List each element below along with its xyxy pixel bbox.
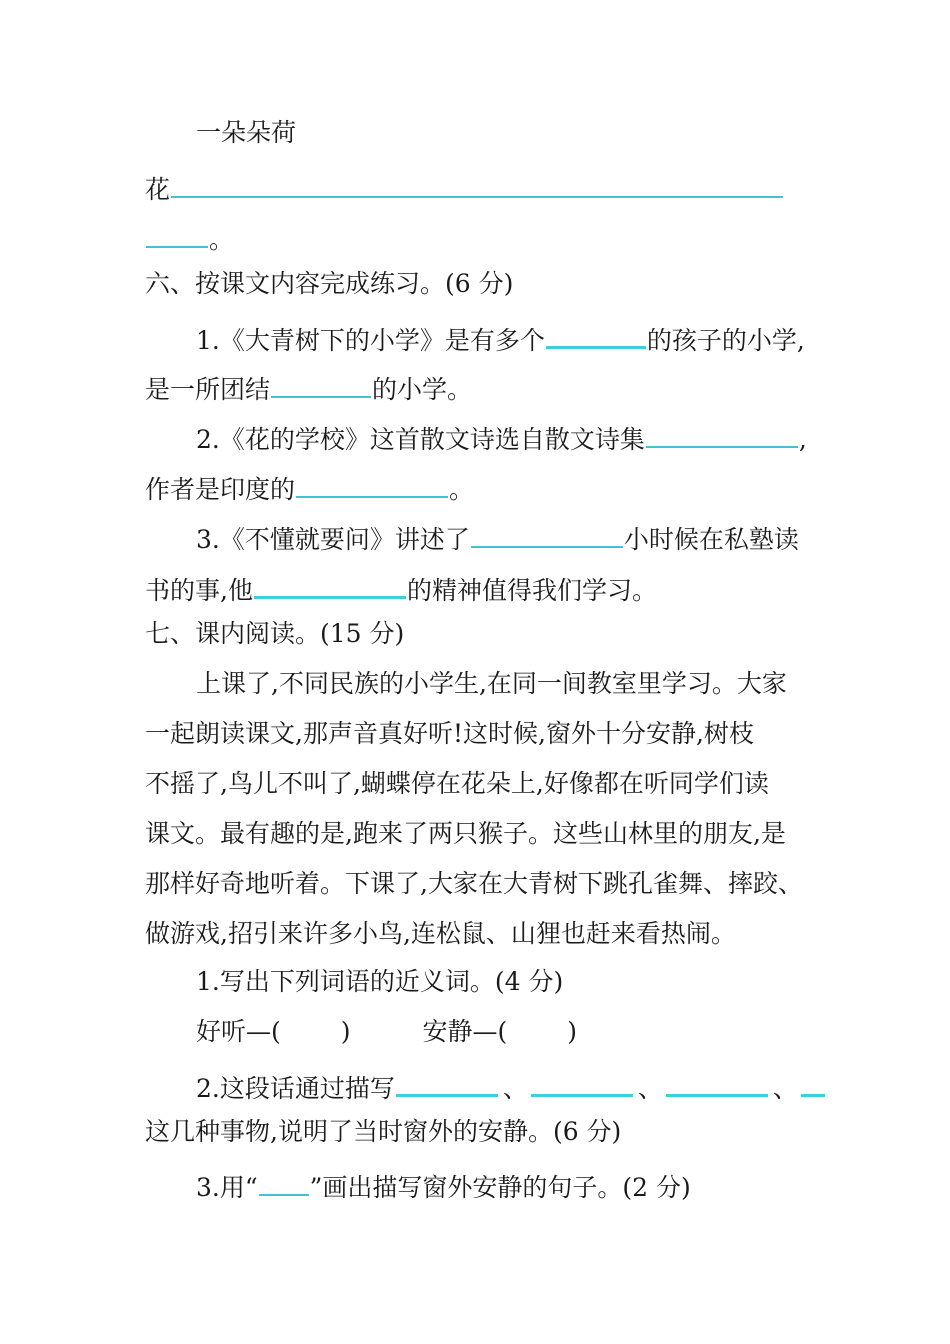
q5-line-3: 。 (145, 218, 234, 250)
q7-2-blank-3[interactable] (666, 1066, 768, 1097)
q6-item-1-line-1: 1.《大青树下的小学》是有多个 的孩子的小学, (196, 318, 805, 350)
q7-sub-2-line-1: 2.这段话通过描写 、 、 、 (196, 1066, 826, 1098)
q7-title: 七、课内阅读。(15 分) (145, 619, 405, 648)
q6-item-1-line-2: 是一所团结 的小学。 (145, 368, 472, 400)
q6-2-blank-a[interactable] (646, 418, 798, 448)
q7-sub-1-words: 好听—( ) 安静—( ) (196, 1017, 578, 1046)
q6-item-3-line-2: 书的事,他 的精神值得我们学习。 (145, 568, 657, 600)
q6-2-blank-b[interactable] (296, 468, 448, 498)
q7-passage-line: 上课了,不同民族的小学生,在同一间教室里学习。大家 (196, 669, 787, 698)
q7-passage-line: 课文。最有趣的是,跑来了两只猴子。这些山林里的朋友,是 (145, 819, 786, 848)
q5-answer-blank-2[interactable] (146, 218, 208, 248)
q7-sub-3: 3.用“ ”画出描写窗外安静的句子。(2 分) (196, 1166, 691, 1198)
q7-passage-line: 做游戏,招引来许多小鸟,连松鼠、山狸也赶来看热闹。 (145, 919, 736, 948)
q7-passage-line: 一起朗读课文,那声音真好听!这时候,窗外十分安静,树枝 (145, 719, 754, 748)
q7-sub-2-line-2: 这几种事物,说明了当时窗外的安静。(6 分) (145, 1117, 622, 1146)
q7-2-blank-1[interactable] (396, 1066, 498, 1097)
q6-item-2-line-1: 2.《花的学校》这首散文诗选自散文诗集 , (196, 418, 807, 450)
q6-3-blank-b[interactable] (254, 568, 406, 599)
q7-3-underline-sample (259, 1166, 309, 1196)
q6-3-blank-a[interactable] (471, 518, 623, 548)
q6-1-blank-b[interactable] (271, 368, 371, 398)
q7-2-blank-2[interactable] (531, 1066, 633, 1097)
q6-item-3-line-1: 3.《不懂就要问》讲述了 小时候在私塾读 (196, 518, 799, 550)
q6-title: 六、按课文内容完成练习。(6 分) (145, 269, 514, 298)
q7-2-blank-4[interactable] (801, 1066, 825, 1097)
q5-line-1: 一朵朵荷 (196, 118, 297, 147)
q5-line-2: 花 (145, 168, 784, 200)
q5-answer-blank-1[interactable] (171, 168, 783, 198)
q6-item-2-line-2: 作者是印度的 。 (145, 468, 474, 500)
q7-passage-line: 那样好奇地听着。下课了,大家在大青树下跳孔雀舞、摔跤、 (145, 869, 803, 898)
q7-sub-1-title: 1.写出下列词语的近义词。(4 分) (196, 967, 564, 996)
q7-passage-line: 不摇了,鸟儿不叫了,蝴蝶停在花朵上,好像都在听同学们读 (145, 769, 769, 798)
q6-1-blank-a[interactable] (546, 318, 646, 349)
